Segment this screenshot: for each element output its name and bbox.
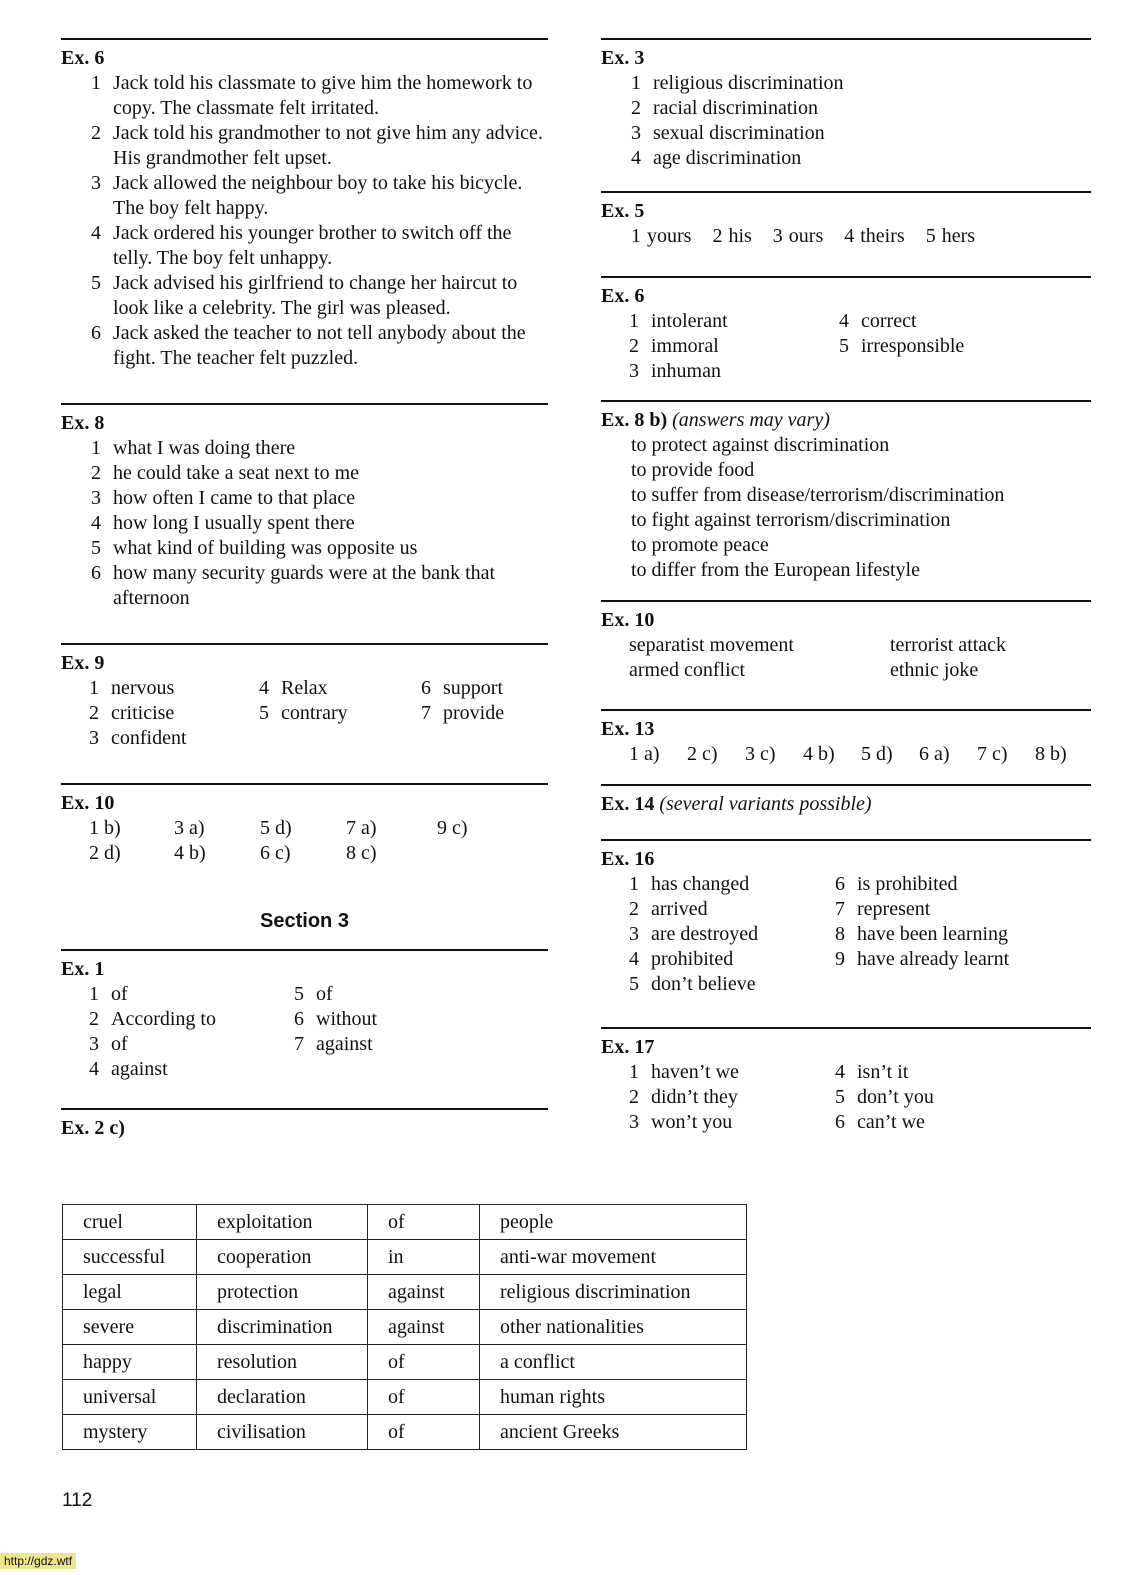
answer: 5 d) [861, 743, 893, 765]
list-item: 4 how long I usually spent there [91, 512, 355, 534]
list-item: 1 religious discrimination [631, 72, 844, 94]
list-item: 6 can’t we [835, 1111, 925, 1133]
exercise-title: Ex. 10 [601, 609, 655, 631]
table-cell: declaration [197, 1380, 368, 1415]
table-cell: happy [63, 1345, 197, 1380]
table-row [63, 1415, 747, 1450]
list-item: 1 Jack told his classmate to give him the homework to copy. The classmate felt irritated. [91, 72, 533, 119]
list-item: 1 nervous [89, 677, 175, 699]
table-cell: other nationalities [480, 1310, 747, 1345]
answer: 2 d) [89, 842, 121, 864]
exercise-title: Ex. 17 [601, 1036, 655, 1058]
answer: 7 a) [346, 817, 377, 839]
answer: 4 b) [174, 842, 206, 864]
list-item: 2 didn’t they [629, 1086, 738, 1108]
list-item: 2 arrived [629, 898, 708, 920]
exercise-title: Ex. 16 [601, 848, 655, 870]
list-item: 1 has changed [629, 873, 750, 895]
table-cell: against [368, 1310, 480, 1345]
list-item: 1 intolerant [629, 310, 728, 332]
list-item: 6 Jack asked the teacher to not tell anybody about the fight. The teacher felt puzzled. [91, 322, 526, 369]
exercise-title: Ex. 5 [601, 200, 645, 222]
answer: 6 c) [260, 842, 291, 864]
exercise-10 [61, 783, 548, 866]
exercise-14 [601, 784, 1091, 817]
list-item: to differ from the European lifestyle [631, 559, 920, 581]
list-item: 7 against [294, 1033, 373, 1055]
source-link[interactable]: http://gdz.wtf [0, 1553, 76, 1569]
list-item: 2 criticise [89, 702, 175, 724]
exercise-note: (answers may vary) [672, 409, 830, 431]
collocations-table [62, 1204, 747, 1450]
list-item: 1 of [89, 983, 128, 1005]
exercise-note: (several variants possible) [659, 793, 872, 815]
answer: 6 a) [919, 743, 950, 765]
list-item: 6 without [294, 1008, 378, 1030]
list-item: to promote peace [631, 534, 769, 556]
table-cell: protection [197, 1275, 368, 1310]
list-item: 2 racial discrimination [631, 97, 818, 119]
table-row [63, 1345, 747, 1380]
exercise-title: Ex. 8 b) (answers may vary) [601, 409, 830, 431]
list-item: 1 haven’t we [629, 1061, 739, 1083]
exercise-6 [61, 38, 548, 371]
table-cell: in [368, 1240, 480, 1275]
exercise-13 [601, 709, 1091, 767]
list-item: 5 irresponsible [839, 335, 965, 357]
table-row [63, 1310, 747, 1345]
exercise-title: Ex. 14 (several variants possible) [601, 793, 872, 815]
table-cell: of [368, 1345, 480, 1380]
exercise-title: Ex. 3 [601, 47, 645, 69]
answer: 5 d) [260, 817, 292, 839]
table-cell: religious discrimination [480, 1275, 747, 1310]
list-item: 4 age discrimination [631, 147, 802, 169]
answer: 1 a) [629, 743, 660, 765]
exercise-5 [601, 191, 1091, 249]
list-item: 3 Jack allowed the neighbour boy to take his bicycle. The boy felt happy. [91, 172, 523, 219]
list-item: 3 inhuman [629, 360, 721, 382]
list-item: 5 what kind of building was opposite us [91, 537, 418, 559]
list-item: 3 ours [772, 225, 824, 247]
section3-exercise-2c [61, 1108, 548, 1141]
collocation: terrorist attack [890, 634, 1007, 656]
answer: 9 c) [437, 817, 468, 839]
list-item: 6 support [421, 677, 503, 699]
table-row [63, 1380, 747, 1415]
table-row [63, 1240, 747, 1275]
list-item: 4 against [89, 1058, 168, 1080]
table-cell: discrimination [197, 1310, 368, 1345]
list-item: 5 contrary [259, 702, 348, 724]
exercise-6-right [601, 276, 1091, 384]
list-item: 5 hers [925, 225, 976, 247]
page-number: 112 [62, 1490, 93, 1511]
table-cell: against [368, 1275, 480, 1310]
exercise-title: Ex. 2 c) [61, 1117, 125, 1139]
collocation: separatist movement [629, 634, 794, 656]
table-cell: a conflict [480, 1345, 747, 1380]
collocation: ethnic joke [890, 659, 979, 681]
table-cell: resolution [197, 1345, 368, 1380]
collocation: armed conflict [629, 659, 746, 681]
exercise-8b [601, 400, 1091, 583]
exercise-10-right [601, 600, 1091, 683]
list-item: to fight against terrorism/discrimination [631, 509, 951, 531]
table-cell: severe [63, 1310, 197, 1345]
list-item: 5 of [294, 983, 333, 1005]
list-item: 7 provide [421, 702, 505, 724]
list-item: 1 yours [631, 225, 692, 247]
list-item: 1 what I was doing there [91, 437, 296, 459]
list-item: 4 Jack ordered his younger brother to switch off the telly. The boy felt unhappy. [91, 222, 512, 269]
list-item: 3 are destroyed [629, 923, 759, 945]
exercise-title: Ex. 8 [61, 412, 105, 434]
table-row [63, 1275, 747, 1310]
table-row [63, 1205, 747, 1240]
list-item: 4 correct [839, 310, 917, 332]
table-cell: of [368, 1205, 480, 1240]
list-item: 2 his [712, 225, 752, 247]
exercise-title: Ex. 1 [61, 958, 105, 980]
list-item: 5 Jack advised his girlfriend to change her haircut to look like a celebrity. The girl was pleased. [91, 272, 518, 319]
table-cell: of [368, 1380, 480, 1415]
exercise-title: Ex. 9 [61, 652, 105, 674]
answer: 3 a) [174, 817, 205, 839]
exercise-8 [61, 403, 548, 611]
table-cell: cruel [63, 1205, 197, 1240]
table-cell: anti-war movement [480, 1240, 747, 1275]
list-item: 4 prohibited [629, 948, 734, 970]
exercise-title: Ex. 6 [601, 285, 645, 307]
list-item: 3 how often I came to that place [91, 487, 356, 509]
list-item: 3 of [89, 1033, 128, 1055]
list-item: 8 have been learning [835, 923, 1009, 945]
exercise-16 [601, 839, 1091, 997]
table-cell: of [368, 1415, 480, 1450]
list-item: 2 he could take a seat next to me [91, 462, 360, 484]
list-item: 5 don’t believe [629, 973, 756, 995]
exercise-3 [601, 38, 1091, 171]
table-cell: universal [63, 1380, 197, 1415]
table-cell: people [480, 1205, 747, 1240]
exercise-9 [61, 643, 548, 751]
exercise-17 [601, 1027, 1091, 1135]
answer: 7 c) [977, 743, 1008, 765]
list-item: 9 have already learnt [835, 948, 1010, 970]
table-cell: ancient Greeks [480, 1415, 747, 1450]
exercise-title: Ex. 13 [601, 718, 655, 740]
exercise-title: Ex. 6 [61, 47, 105, 69]
list-item: 2 Jack told his grandmother to not give him any advice. His grandmother felt upset. [91, 122, 543, 169]
table-cell: legal [63, 1275, 197, 1310]
answer: 4 b) [803, 743, 835, 765]
table-cell: cooperation [197, 1240, 368, 1275]
list-item: 3 confident [89, 727, 187, 749]
list-item: 6 how many security guards were at the bank that afternoon [91, 562, 496, 609]
list-item: to suffer from disease/terrorism/discrimination [631, 484, 1005, 506]
answer: 1 b) [89, 817, 121, 839]
table-cell: civilisation [197, 1415, 368, 1450]
list-item: 2 immoral [629, 335, 719, 357]
list-item: 4 isn’t it [835, 1061, 909, 1083]
table-cell: exploitation [197, 1205, 368, 1240]
right-column [601, 38, 1091, 1135]
section-heading: Section 3 [260, 910, 349, 932]
section3-exercise-1 [61, 949, 548, 1082]
list-item: to protect against discrimination [631, 434, 890, 456]
left-column [61, 38, 548, 1141]
list-item: to provide food [631, 459, 755, 481]
list-item: 4 theirs [844, 225, 905, 247]
table-cell: human rights [480, 1380, 747, 1415]
list-item: 5 don’t you [835, 1086, 934, 1108]
list-item: 3 won’t you [629, 1111, 733, 1133]
list-item: 3 sexual discrimination [631, 122, 825, 144]
list-item: 4 Relax [259, 677, 328, 699]
list-item: 6 is prohibited [835, 873, 958, 895]
table-cell: mystery [63, 1415, 197, 1450]
list-item: 2 According to [89, 1008, 216, 1030]
answer: 8 c) [346, 842, 377, 864]
list-item: 7 represent [835, 898, 931, 920]
answer: 2 c) [687, 743, 718, 765]
answer: 8 b) [1035, 743, 1067, 765]
exercise-title: Ex. 10 [61, 792, 115, 814]
table-cell: successful [63, 1240, 197, 1275]
answer: 3 c) [745, 743, 776, 765]
